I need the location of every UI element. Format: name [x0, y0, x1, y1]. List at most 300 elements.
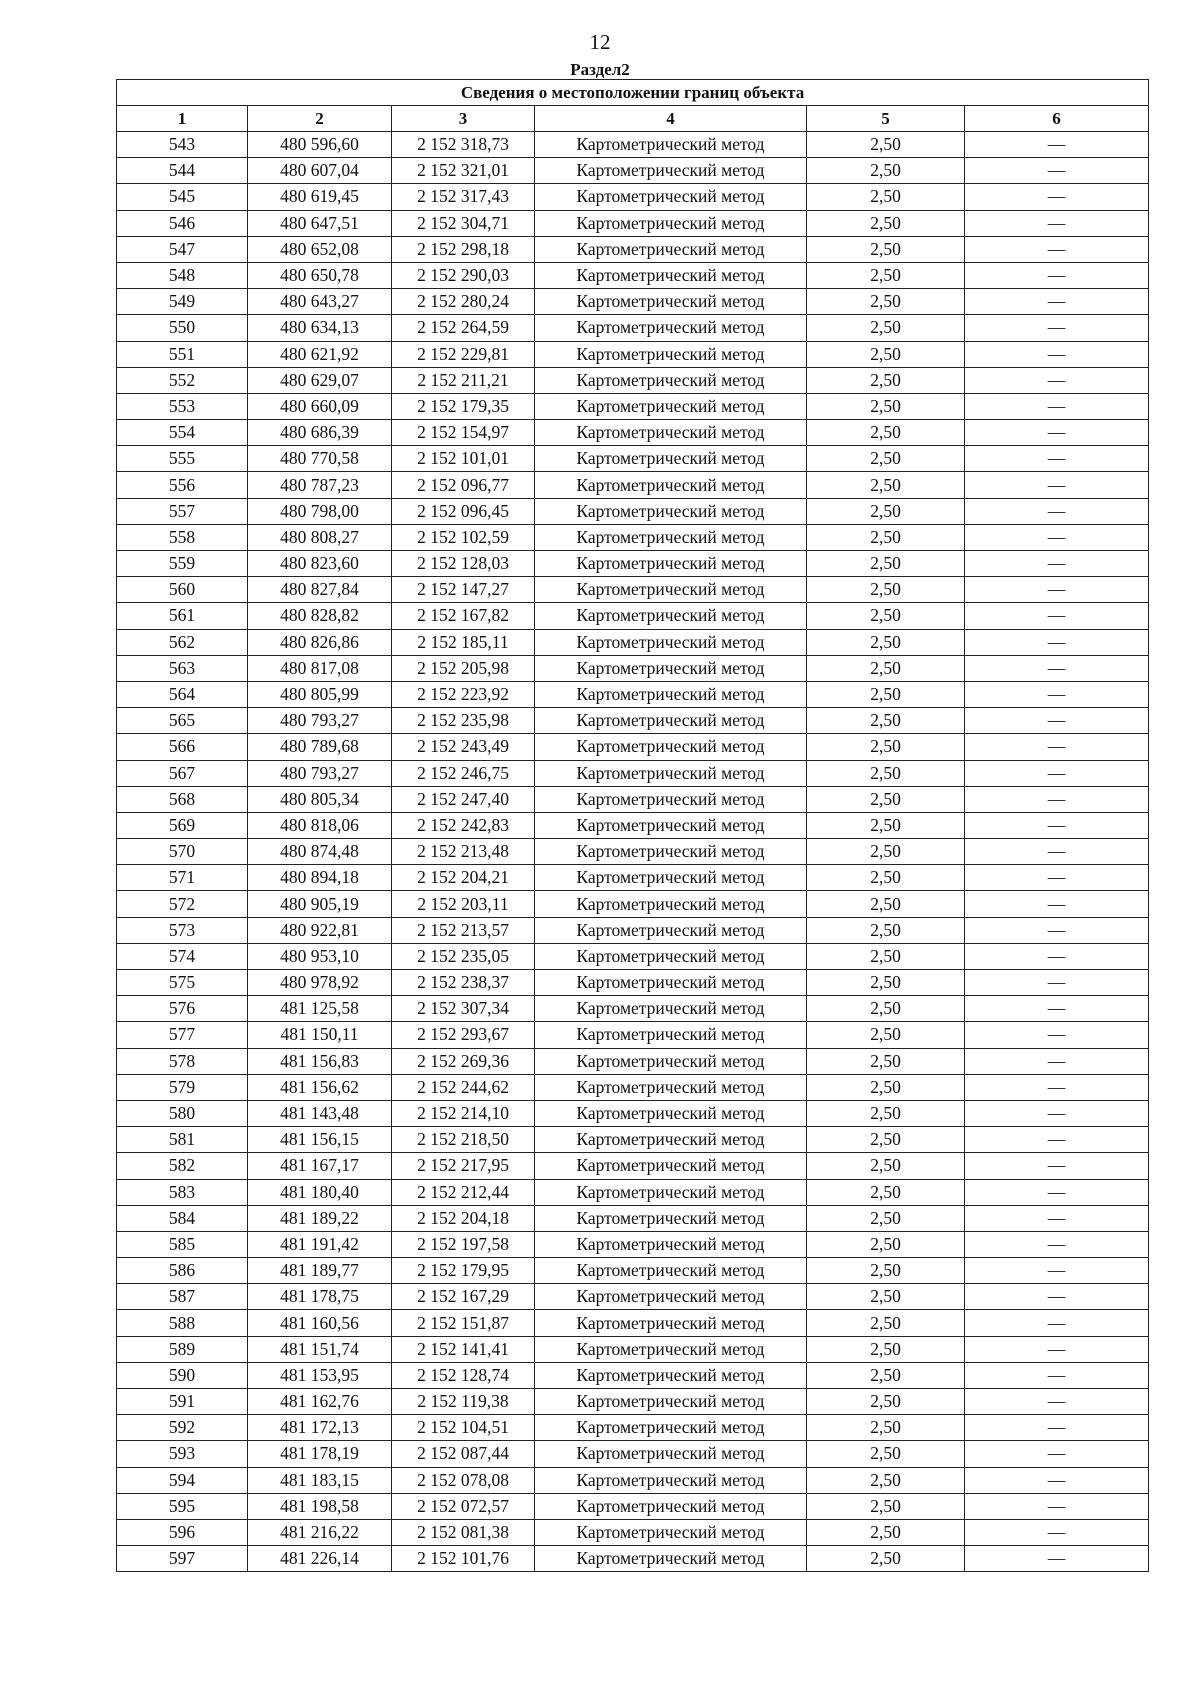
- y-coordinate-cell: 2 152 213,48: [392, 839, 535, 865]
- table-row: [117, 1022, 1149, 1048]
- x-coordinate-cell: 480 789,68: [248, 734, 392, 760]
- point-number-cell: 557: [117, 498, 248, 524]
- y-coordinate-cell: 2 152 280,24: [392, 289, 535, 315]
- accuracy-cell: 2,50: [807, 760, 965, 786]
- table-row: [117, 1100, 1149, 1126]
- y-coordinate-cell: 2 152 212,44: [392, 1179, 535, 1205]
- x-coordinate-cell: 480 793,27: [248, 760, 392, 786]
- accuracy-cell: 2,50: [807, 1415, 965, 1441]
- y-coordinate-cell: 2 152 223,92: [392, 681, 535, 707]
- description-cell: —: [965, 184, 1149, 210]
- x-coordinate-cell: 480 828,82: [248, 603, 392, 629]
- accuracy-cell: 2,50: [807, 943, 965, 969]
- description-cell: —: [965, 1415, 1149, 1441]
- boundary-coordinates-table: [116, 79, 1149, 1572]
- accuracy-cell: 2,50: [807, 1048, 965, 1074]
- description-cell: —: [965, 865, 1149, 891]
- method-cell: Картометрический метод: [535, 210, 807, 236]
- point-number-cell: 545: [117, 184, 248, 210]
- accuracy-cell: 2,50: [807, 1258, 965, 1284]
- x-coordinate-cell: 480 621,92: [248, 341, 392, 367]
- description-cell: —: [965, 524, 1149, 550]
- description-cell: —: [965, 289, 1149, 315]
- accuracy-cell: 2,50: [807, 917, 965, 943]
- y-coordinate-cell: 2 152 246,75: [392, 760, 535, 786]
- method-cell: Картометрический метод: [535, 1467, 807, 1493]
- y-coordinate-cell: 2 152 242,83: [392, 812, 535, 838]
- description-cell: —: [965, 1231, 1149, 1257]
- table-row: [117, 996, 1149, 1022]
- method-cell: Картометрический метод: [535, 1179, 807, 1205]
- table-row: [117, 289, 1149, 315]
- table-row: [117, 1519, 1149, 1545]
- table-row: [117, 1179, 1149, 1205]
- description-cell: —: [965, 917, 1149, 943]
- table-row: [117, 551, 1149, 577]
- x-coordinate-cell: 481 191,42: [248, 1231, 392, 1257]
- y-coordinate-cell: 2 152 167,82: [392, 603, 535, 629]
- y-coordinate-cell: 2 152 211,21: [392, 367, 535, 393]
- point-number-cell: 556: [117, 472, 248, 498]
- accuracy-cell: 2,50: [807, 786, 965, 812]
- method-cell: Картометрический метод: [535, 1310, 807, 1336]
- table-row: [117, 210, 1149, 236]
- x-coordinate-cell: 481 198,58: [248, 1493, 392, 1519]
- point-number-cell: 587: [117, 1284, 248, 1310]
- point-number-cell: 586: [117, 1258, 248, 1284]
- point-number-cell: 584: [117, 1205, 248, 1231]
- y-coordinate-cell: 2 152 072,57: [392, 1493, 535, 1519]
- y-coordinate-cell: 2 152 141,41: [392, 1336, 535, 1362]
- y-coordinate-cell: 2 152 244,62: [392, 1074, 535, 1100]
- point-number-cell: 566: [117, 734, 248, 760]
- description-cell: —: [965, 734, 1149, 760]
- method-cell: Картометрический метод: [535, 1441, 807, 1467]
- description-cell: —: [965, 1179, 1149, 1205]
- point-number-cell: 572: [117, 891, 248, 917]
- point-number-cell: 578: [117, 1048, 248, 1074]
- method-cell: Картометрический метод: [535, 603, 807, 629]
- y-coordinate-cell: 2 152 185,11: [392, 629, 535, 655]
- x-coordinate-cell: 481 143,48: [248, 1100, 392, 1126]
- table-row: [117, 341, 1149, 367]
- x-coordinate-cell: 480 770,58: [248, 446, 392, 472]
- description-cell: —: [965, 393, 1149, 419]
- description-cell: —: [965, 786, 1149, 812]
- point-number-cell: 565: [117, 708, 248, 734]
- description-cell: —: [965, 551, 1149, 577]
- method-cell: Картометрический метод: [535, 760, 807, 786]
- method-cell: Картометрический метод: [535, 132, 807, 158]
- column-number: 1: [117, 106, 248, 132]
- accuracy-cell: 2,50: [807, 262, 965, 288]
- y-coordinate-cell: 2 152 235,05: [392, 943, 535, 969]
- table-row: [117, 577, 1149, 603]
- x-coordinate-cell: 480 607,04: [248, 158, 392, 184]
- method-cell: Картометрический метод: [535, 1153, 807, 1179]
- accuracy-cell: 2,50: [807, 1153, 965, 1179]
- point-number-cell: 583: [117, 1179, 248, 1205]
- y-coordinate-cell: 2 152 229,81: [392, 341, 535, 367]
- method-cell: Картометрический метод: [535, 446, 807, 472]
- description-cell: —: [965, 236, 1149, 262]
- description-cell: —: [965, 1546, 1149, 1572]
- x-coordinate-cell: 481 162,76: [248, 1389, 392, 1415]
- method-cell: Картометрический метод: [535, 367, 807, 393]
- accuracy-cell: 2,50: [807, 734, 965, 760]
- method-cell: Картометрический метод: [535, 341, 807, 367]
- x-coordinate-cell: 480 629,07: [248, 367, 392, 393]
- method-cell: Картометрический метод: [535, 262, 807, 288]
- method-cell: Картометрический метод: [535, 289, 807, 315]
- column-number: 3: [392, 106, 535, 132]
- point-number-cell: 594: [117, 1467, 248, 1493]
- y-coordinate-cell: 2 152 204,21: [392, 865, 535, 891]
- y-coordinate-cell: 2 152 290,03: [392, 262, 535, 288]
- accuracy-cell: 2,50: [807, 367, 965, 393]
- description-cell: —: [965, 1258, 1149, 1284]
- y-coordinate-cell: 2 152 307,34: [392, 996, 535, 1022]
- description-cell: —: [965, 1284, 1149, 1310]
- point-number-cell: 559: [117, 551, 248, 577]
- x-coordinate-cell: 480 793,27: [248, 708, 392, 734]
- accuracy-cell: 2,50: [807, 184, 965, 210]
- table-row: [117, 446, 1149, 472]
- method-cell: Картометрический метод: [535, 393, 807, 419]
- table-row: [117, 420, 1149, 446]
- description-cell: —: [965, 446, 1149, 472]
- x-coordinate-cell: 480 817,08: [248, 655, 392, 681]
- point-number-cell: 581: [117, 1127, 248, 1153]
- x-coordinate-cell: 481 125,58: [248, 996, 392, 1022]
- method-cell: Картометрический метод: [535, 786, 807, 812]
- method-cell: Картометрический метод: [535, 943, 807, 969]
- point-number-cell: 558: [117, 524, 248, 550]
- x-coordinate-cell: 481 172,13: [248, 1415, 392, 1441]
- y-coordinate-cell: 2 152 119,38: [392, 1389, 535, 1415]
- y-coordinate-cell: 2 152 218,50: [392, 1127, 535, 1153]
- y-coordinate-cell: 2 152 321,01: [392, 158, 535, 184]
- point-number-cell: 544: [117, 158, 248, 184]
- table-row: [117, 1231, 1149, 1257]
- y-coordinate-cell: 2 152 102,59: [392, 524, 535, 550]
- x-coordinate-cell: 480 953,10: [248, 943, 392, 969]
- accuracy-cell: 2,50: [807, 839, 965, 865]
- point-number-cell: 573: [117, 917, 248, 943]
- x-coordinate-cell: 481 167,17: [248, 1153, 392, 1179]
- x-coordinate-cell: 480 922,81: [248, 917, 392, 943]
- description-cell: —: [965, 812, 1149, 838]
- table-row: [117, 1362, 1149, 1388]
- method-cell: Картометрический метод: [535, 917, 807, 943]
- point-number-cell: 589: [117, 1336, 248, 1362]
- accuracy-cell: 2,50: [807, 655, 965, 681]
- method-cell: Картометрический метод: [535, 681, 807, 707]
- method-cell: Картометрический метод: [535, 472, 807, 498]
- point-number-cell: 590: [117, 1362, 248, 1388]
- y-coordinate-cell: 2 152 214,10: [392, 1100, 535, 1126]
- description-cell: —: [965, 943, 1149, 969]
- description-cell: —: [965, 629, 1149, 655]
- description-cell: —: [965, 1441, 1149, 1467]
- accuracy-cell: 2,50: [807, 524, 965, 550]
- table-row: [117, 1153, 1149, 1179]
- accuracy-cell: 2,50: [807, 603, 965, 629]
- table-row: [117, 734, 1149, 760]
- method-cell: Картометрический метод: [535, 734, 807, 760]
- y-coordinate-cell: 2 152 213,57: [392, 917, 535, 943]
- description-cell: —: [965, 1362, 1149, 1388]
- x-coordinate-cell: 481 156,83: [248, 1048, 392, 1074]
- method-cell: Картометрический метод: [535, 1519, 807, 1545]
- point-number-cell: 553: [117, 393, 248, 419]
- accuracy-cell: 2,50: [807, 1074, 965, 1100]
- accuracy-cell: 2,50: [807, 1022, 965, 1048]
- accuracy-cell: 2,50: [807, 629, 965, 655]
- y-coordinate-cell: 2 152 235,98: [392, 708, 535, 734]
- table-row: [117, 1389, 1149, 1415]
- y-coordinate-cell: 2 152 304,71: [392, 210, 535, 236]
- point-number-cell: 597: [117, 1546, 248, 1572]
- y-coordinate-cell: 2 152 247,40: [392, 786, 535, 812]
- description-cell: —: [965, 1022, 1149, 1048]
- accuracy-cell: 2,50: [807, 393, 965, 419]
- accuracy-cell: 2,50: [807, 1362, 965, 1388]
- y-coordinate-cell: 2 152 293,67: [392, 1022, 535, 1048]
- method-cell: Картометрический метод: [535, 891, 807, 917]
- point-number-cell: 548: [117, 262, 248, 288]
- table-row: [117, 603, 1149, 629]
- table-row: [117, 393, 1149, 419]
- description-cell: —: [965, 1205, 1149, 1231]
- method-cell: Картометрический метод: [535, 1074, 807, 1100]
- section-label: Раздел2: [570, 60, 630, 79]
- point-number-cell: 555: [117, 446, 248, 472]
- description-cell: —: [965, 1127, 1149, 1153]
- description-cell: —: [965, 655, 1149, 681]
- point-number-cell: 592: [117, 1415, 248, 1441]
- point-number-cell: 575: [117, 970, 248, 996]
- description-cell: —: [965, 996, 1149, 1022]
- table-row: [117, 865, 1149, 891]
- table-row: [117, 524, 1149, 550]
- description-cell: —: [965, 1048, 1149, 1074]
- column-number-row: [117, 106, 1149, 132]
- table-row: [117, 1127, 1149, 1153]
- method-cell: Картометрический метод: [535, 865, 807, 891]
- description-cell: —: [965, 420, 1149, 446]
- table-row: [117, 655, 1149, 681]
- point-number-cell: 588: [117, 1310, 248, 1336]
- x-coordinate-cell: 481 189,22: [248, 1205, 392, 1231]
- table-row: [117, 1467, 1149, 1493]
- accuracy-cell: 2,50: [807, 1441, 965, 1467]
- description-cell: —: [965, 1100, 1149, 1126]
- point-number-cell: 549: [117, 289, 248, 315]
- x-coordinate-cell: 480 805,99: [248, 681, 392, 707]
- description-cell: —: [965, 1493, 1149, 1519]
- description-cell: —: [965, 1467, 1149, 1493]
- table-row: [117, 1493, 1149, 1519]
- y-coordinate-cell: 2 152 238,37: [392, 970, 535, 996]
- y-coordinate-cell: 2 152 298,18: [392, 236, 535, 262]
- accuracy-cell: 2,50: [807, 1546, 965, 1572]
- accuracy-cell: 2,50: [807, 996, 965, 1022]
- description-cell: —: [965, 1153, 1149, 1179]
- y-coordinate-cell: 2 152 243,49: [392, 734, 535, 760]
- y-coordinate-cell: 2 152 179,35: [392, 393, 535, 419]
- y-coordinate-cell: 2 152 151,87: [392, 1310, 535, 1336]
- description-cell: —: [965, 708, 1149, 734]
- description-cell: —: [965, 891, 1149, 917]
- accuracy-cell: 2,50: [807, 577, 965, 603]
- x-coordinate-cell: 480 874,48: [248, 839, 392, 865]
- point-number-cell: 574: [117, 943, 248, 969]
- y-coordinate-cell: 2 152 204,18: [392, 1205, 535, 1231]
- x-coordinate-cell: 481 180,40: [248, 1179, 392, 1205]
- description-cell: —: [965, 132, 1149, 158]
- y-coordinate-cell: 2 152 167,29: [392, 1284, 535, 1310]
- method-cell: Картометрический метод: [535, 158, 807, 184]
- table-row: [117, 1205, 1149, 1231]
- table-row: [117, 1546, 1149, 1572]
- point-number-cell: 576: [117, 996, 248, 1022]
- description-cell: —: [965, 760, 1149, 786]
- description-cell: —: [965, 158, 1149, 184]
- x-coordinate-cell: 481 150,11: [248, 1022, 392, 1048]
- y-coordinate-cell: 2 152 318,73: [392, 132, 535, 158]
- method-cell: Картометрический метод: [535, 812, 807, 838]
- accuracy-cell: 2,50: [807, 551, 965, 577]
- point-number-cell: 595: [117, 1493, 248, 1519]
- point-number-cell: 546: [117, 210, 248, 236]
- y-coordinate-cell: 2 152 078,08: [392, 1467, 535, 1493]
- table-row: [117, 1415, 1149, 1441]
- method-cell: Картометрический метод: [535, 629, 807, 655]
- accuracy-cell: 2,50: [807, 1336, 965, 1362]
- y-coordinate-cell: 2 152 096,77: [392, 472, 535, 498]
- table-row: [117, 629, 1149, 655]
- method-cell: Картометрический метод: [535, 1415, 807, 1441]
- method-cell: Картометрический метод: [535, 420, 807, 446]
- y-coordinate-cell: 2 152 096,45: [392, 498, 535, 524]
- accuracy-cell: 2,50: [807, 420, 965, 446]
- accuracy-cell: 2,50: [807, 315, 965, 341]
- table-row: [117, 498, 1149, 524]
- x-coordinate-cell: 481 156,15: [248, 1127, 392, 1153]
- x-coordinate-cell: 480 826,86: [248, 629, 392, 655]
- x-coordinate-cell: 480 650,78: [248, 262, 392, 288]
- point-number-cell: 591: [117, 1389, 248, 1415]
- description-cell: —: [965, 603, 1149, 629]
- method-cell: Картометрический метод: [535, 236, 807, 262]
- column-number: 4: [535, 106, 807, 132]
- x-coordinate-cell: 480 619,45: [248, 184, 392, 210]
- description-cell: —: [965, 210, 1149, 236]
- accuracy-cell: 2,50: [807, 1493, 965, 1519]
- x-coordinate-cell: 481 160,56: [248, 1310, 392, 1336]
- method-cell: Картометрический метод: [535, 1362, 807, 1388]
- table-row: [117, 472, 1149, 498]
- y-coordinate-cell: 2 152 104,51: [392, 1415, 535, 1441]
- y-coordinate-cell: 2 152 154,97: [392, 420, 535, 446]
- point-number-cell: 580: [117, 1100, 248, 1126]
- point-number-cell: 567: [117, 760, 248, 786]
- accuracy-cell: 2,50: [807, 708, 965, 734]
- x-coordinate-cell: 480 805,34: [248, 786, 392, 812]
- table-row: [117, 1441, 1149, 1467]
- point-number-cell: 571: [117, 865, 248, 891]
- y-coordinate-cell: 2 152 128,03: [392, 551, 535, 577]
- x-coordinate-cell: 480 798,00: [248, 498, 392, 524]
- accuracy-cell: 2,50: [807, 970, 965, 996]
- x-coordinate-cell: 481 216,22: [248, 1519, 392, 1545]
- accuracy-cell: 2,50: [807, 1284, 965, 1310]
- table-row: [117, 132, 1149, 158]
- point-number-cell: 547: [117, 236, 248, 262]
- x-coordinate-cell: 480 818,06: [248, 812, 392, 838]
- method-cell: Картометрический метод: [535, 1048, 807, 1074]
- table-row: [117, 1074, 1149, 1100]
- y-coordinate-cell: 2 152 128,74: [392, 1362, 535, 1388]
- y-coordinate-cell: 2 152 217,95: [392, 1153, 535, 1179]
- description-cell: —: [965, 341, 1149, 367]
- point-number-cell: 552: [117, 367, 248, 393]
- x-coordinate-cell: 480 894,18: [248, 865, 392, 891]
- method-cell: Картометрический метод: [535, 1493, 807, 1519]
- y-coordinate-cell: 2 152 101,76: [392, 1546, 535, 1572]
- x-coordinate-cell: 480 660,09: [248, 393, 392, 419]
- x-coordinate-cell: 480 808,27: [248, 524, 392, 550]
- description-cell: —: [965, 367, 1149, 393]
- accuracy-cell: 2,50: [807, 289, 965, 315]
- y-coordinate-cell: 2 152 203,11: [392, 891, 535, 917]
- description-cell: —: [965, 1074, 1149, 1100]
- x-coordinate-cell: 480 905,19: [248, 891, 392, 917]
- method-cell: Картометрический метод: [535, 1205, 807, 1231]
- method-cell: Картометрический метод: [535, 551, 807, 577]
- column-number: 6: [965, 106, 1149, 132]
- method-cell: Картометрический метод: [535, 1231, 807, 1257]
- description-cell: —: [965, 1336, 1149, 1362]
- x-coordinate-cell: 481 151,74: [248, 1336, 392, 1362]
- table-body: [117, 132, 1149, 1572]
- accuracy-cell: 2,50: [807, 1310, 965, 1336]
- method-cell: Картометрический метод: [535, 184, 807, 210]
- table-row: [117, 262, 1149, 288]
- x-coordinate-cell: 480 686,39: [248, 420, 392, 446]
- method-cell: Картометрический метод: [535, 1100, 807, 1126]
- point-number-cell: 543: [117, 132, 248, 158]
- point-number-cell: 551: [117, 341, 248, 367]
- table-row: [117, 236, 1149, 262]
- table-row: [117, 1310, 1149, 1336]
- description-cell: —: [965, 1519, 1149, 1545]
- y-coordinate-cell: 2 152 147,27: [392, 577, 535, 603]
- accuracy-cell: 2,50: [807, 1231, 965, 1257]
- point-number-cell: 563: [117, 655, 248, 681]
- accuracy-cell: 2,50: [807, 681, 965, 707]
- table-row: [117, 943, 1149, 969]
- y-coordinate-cell: 2 152 179,95: [392, 1258, 535, 1284]
- point-number-cell: 568: [117, 786, 248, 812]
- table-row: [117, 917, 1149, 943]
- point-number-cell: 561: [117, 603, 248, 629]
- description-cell: —: [965, 1389, 1149, 1415]
- method-cell: Картометрический метод: [535, 498, 807, 524]
- table-row: [117, 891, 1149, 917]
- accuracy-cell: 2,50: [807, 1127, 965, 1153]
